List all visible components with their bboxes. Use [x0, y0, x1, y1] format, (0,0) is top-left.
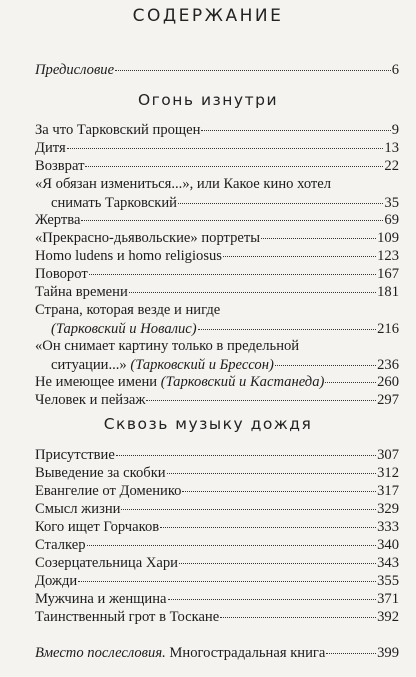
dot-leader	[201, 130, 390, 131]
toc-entry[interactable]	[35, 554, 399, 573]
page-number: 123	[377, 248, 399, 264]
entry-title-continuation: снимать Тарковский	[51, 195, 177, 211]
entry-title: Предисловие	[35, 62, 115, 78]
page-number: 216	[377, 321, 399, 337]
toc-entry[interactable]	[35, 590, 399, 609]
page-number: 69	[384, 212, 399, 228]
dot-leader	[87, 545, 377, 546]
entry-title: Человек и пейзаж	[35, 392, 146, 408]
entry-title: Дитя	[35, 140, 66, 156]
page-number: 236	[377, 357, 399, 373]
entry-title-prefix: Вместо послесловия.	[35, 645, 166, 661]
toc-entry[interactable]	[35, 157, 399, 176]
page-number: 181	[377, 284, 399, 300]
toc-entry[interactable]	[35, 391, 399, 410]
dot-leader	[81, 220, 383, 221]
dot-leader	[115, 70, 391, 71]
dot-leader	[78, 581, 376, 582]
entry-title: Многострадальная книга	[169, 645, 326, 661]
toc-entry-afterword[interactable]	[35, 644, 399, 663]
toc-entry[interactable]	[35, 175, 399, 213]
toc-entry-preface[interactable]	[35, 61, 399, 80]
page-number: 297	[377, 392, 399, 408]
dot-leader	[275, 365, 376, 366]
page-number: 333	[377, 519, 399, 535]
entry-title: Мужчина и женщина	[35, 591, 167, 607]
dot-leader	[116, 455, 376, 456]
entry-title: «Я обязан измениться...», или Какое кино хотел	[35, 176, 332, 192]
entry-title: Поворот	[35, 266, 88, 282]
entry-title: Homo ludens и homo religiosus	[35, 248, 222, 264]
page-number: 355	[377, 573, 399, 589]
page-number: 340	[377, 537, 399, 553]
page-number: 307	[377, 447, 399, 463]
entry-title: Тайна времени	[35, 284, 128, 300]
toc-entry[interactable]	[35, 500, 399, 519]
entry-title-author-note: (Тарковский и Брессон)	[130, 357, 274, 373]
toc-entry[interactable]	[35, 446, 399, 465]
toc-entry[interactable]	[35, 229, 399, 248]
entry-title: Присутствие	[35, 447, 115, 463]
entry-title: Страна, которая везде и нигде	[35, 302, 221, 318]
toc-entry[interactable]	[35, 373, 399, 392]
dot-leader	[325, 382, 376, 383]
entry-title-continuation: ситуации...»	[51, 357, 127, 373]
page-number: 109	[377, 230, 399, 246]
entry-title: Созерцательница Хари	[35, 555, 178, 571]
toc-entry[interactable]	[35, 121, 399, 140]
page-number: 343	[377, 555, 399, 571]
entry-title: «Прекрасно-дьявольские» портреты	[35, 230, 261, 246]
dot-leader	[67, 148, 384, 149]
dot-leader	[167, 473, 376, 474]
page-number: 329	[377, 501, 399, 517]
entry-title-author-note: (Тарковский и Кастанеда)	[160, 374, 325, 390]
entry-title: Не имеющее имени	[35, 374, 158, 390]
entry-title: Дожди	[35, 573, 78, 589]
dot-leader	[182, 491, 376, 492]
toc-entry[interactable]	[35, 572, 399, 591]
toc-entry[interactable]	[35, 139, 399, 158]
page-number: 22	[384, 158, 399, 174]
entry-title: За что Тарковский прощен	[35, 122, 201, 138]
dot-leader	[160, 527, 376, 528]
dot-leader	[198, 329, 377, 330]
entry-title: Выведение за скобки	[35, 465, 166, 481]
toc-entry[interactable]	[35, 536, 399, 555]
entry-title: Евангелие от Доменико	[35, 483, 182, 499]
dot-leader	[326, 653, 376, 654]
section-title: Огонь изнутри	[137, 91, 279, 109]
dot-leader	[129, 292, 376, 293]
page-number: 371	[377, 591, 399, 607]
entry-title: Жертва	[35, 212, 81, 228]
dot-leader	[146, 400, 376, 401]
entry-title: «Он снимает картину только в предельной	[35, 338, 300, 354]
page-number: 392	[377, 609, 399, 625]
dot-leader	[223, 256, 376, 257]
toc-entry[interactable]	[35, 482, 399, 501]
toc-entry[interactable]	[35, 337, 399, 375]
entry-title: Таинственный грот в Тоскане	[35, 609, 220, 625]
page-number: 6	[391, 62, 399, 78]
dot-leader	[179, 563, 376, 564]
section-title: Сквозь музыку дождя	[103, 415, 313, 433]
dot-leader	[168, 599, 377, 600]
dot-leader	[121, 509, 376, 510]
toc-entry[interactable]	[35, 464, 399, 483]
toc-entry[interactable]	[35, 608, 399, 627]
toc-entry[interactable]	[35, 265, 399, 284]
toc-entry[interactable]	[35, 301, 399, 339]
dot-leader	[178, 203, 383, 204]
toc-entry[interactable]	[35, 283, 399, 302]
page-number: 9	[391, 122, 399, 138]
page-number: 399	[377, 645, 399, 661]
toc-entry[interactable]	[35, 211, 399, 230]
page-number: 167	[377, 266, 399, 282]
dot-leader	[261, 238, 376, 239]
entry-title: Кого ищет Горчаков	[35, 519, 160, 535]
page-number: 317	[377, 483, 399, 499]
entry-title: Возврат	[35, 158, 85, 174]
entry-title-continuation: (Тарковский и Новалис)	[51, 321, 197, 337]
toc-entry[interactable]	[35, 247, 399, 266]
page-title: СОДЕРЖАНИЕ	[132, 6, 284, 26]
page-number: 312	[377, 465, 399, 481]
page-number: 35	[384, 195, 399, 211]
entry-title: Сталкер	[35, 537, 86, 553]
toc-entry[interactable]	[35, 518, 399, 537]
dot-leader	[220, 617, 376, 618]
page-number: 260	[377, 374, 399, 390]
dot-leader	[85, 166, 383, 167]
entry-title: Смысл жизни	[35, 501, 121, 517]
dot-leader	[89, 274, 376, 275]
page-number: 13	[384, 140, 399, 156]
